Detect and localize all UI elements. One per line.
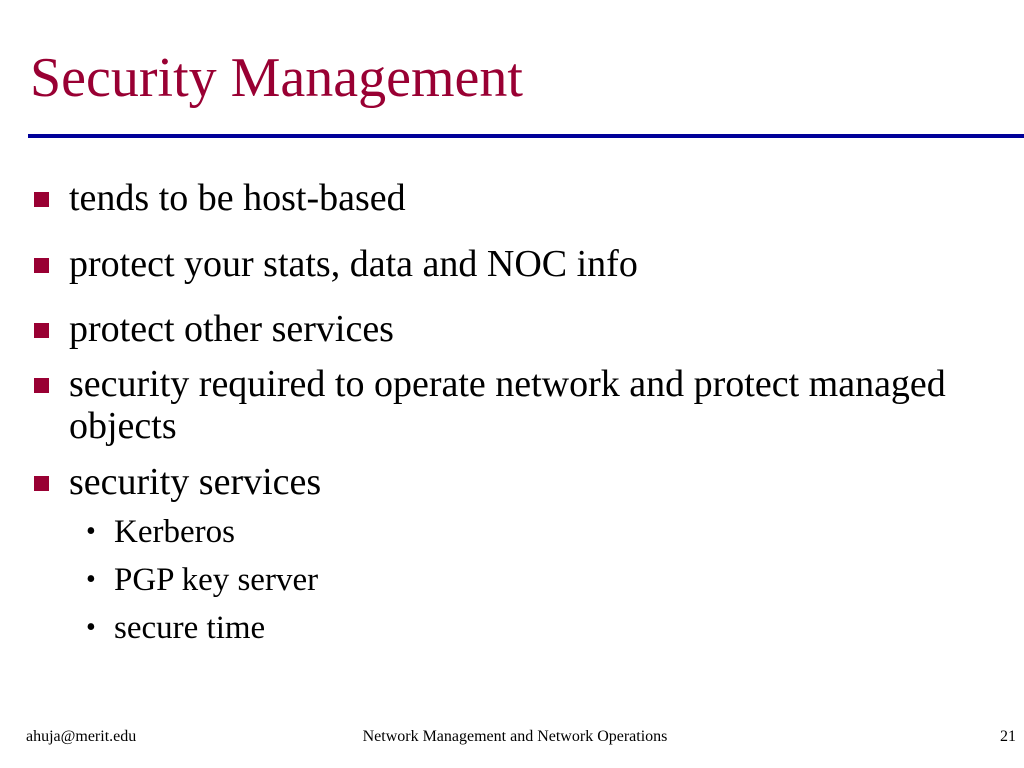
sub-bullet-text: Kerberos (114, 514, 235, 550)
square-bullet-icon (34, 476, 49, 491)
footer-author-email: ahuja@merit.edu (26, 728, 137, 745)
round-bullet-icon: • (86, 516, 96, 547)
footer-course-title: Network Management and Network Operations (362, 728, 668, 745)
slide-number: 21 (1000, 728, 1016, 745)
bullet-text: tends to be host-based (69, 177, 406, 219)
round-bullet-icon: • (86, 564, 96, 595)
square-bullet-icon (34, 378, 49, 393)
square-bullet-icon (34, 192, 49, 207)
bullet-text: protect other services (69, 308, 394, 350)
sub-bullet-text: secure time (114, 610, 266, 646)
square-bullet-icon (34, 323, 49, 338)
round-bullet-icon: • (86, 612, 96, 643)
slide-title: Security Management (30, 47, 523, 109)
bullet-text: protect your stats, data and NOC info (69, 243, 638, 285)
square-bullet-icon (34, 258, 49, 273)
bullet-text: security services (69, 461, 322, 503)
sub-bullet-text: PGP key server (114, 562, 319, 598)
title-divider (28, 134, 1024, 138)
bullet-text: security required to operate network and protect managed objects (69, 363, 946, 447)
